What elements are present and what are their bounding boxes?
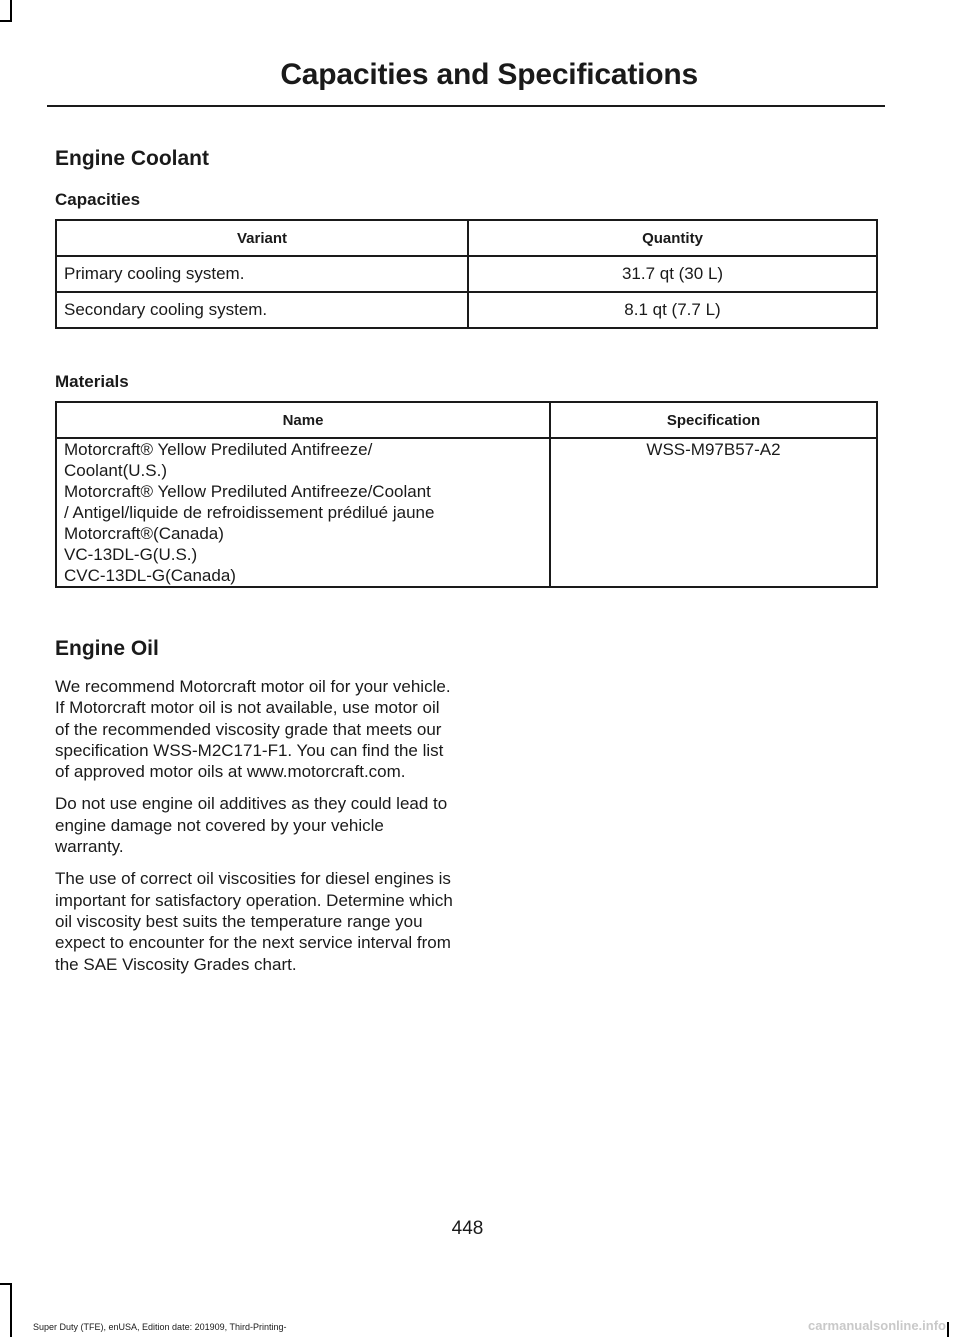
watermark: carmanualsonline.info (808, 1318, 946, 1333)
crop-mark-bottom-right-vertical (947, 1322, 949, 1337)
body-paragraph: The use of correct oil viscosities for diesel engines is important for satisfactory operation. Determine which oil viscosity best suits the temperature range you expect to encounter for the next service interval from the SAE Viscosity Grades chart. (55, 869, 453, 974)
crop-mark-bottom-left-horizontal (0, 1283, 12, 1285)
variant-cell: Secondary cooling system. (56, 292, 468, 328)
column-header-specification: Specification (550, 402, 877, 438)
materials-table (55, 401, 878, 588)
material-name-line: Coolant(U.S.) (64, 461, 167, 480)
table-header-row (56, 220, 877, 256)
column-header-variant: Variant (56, 220, 468, 256)
body-paragraph: We recommend Motorcraft motor oil for your vehicle. If Motorcraft motor oil is not available, use motor oil of the recommended viscosity grade that meets our specification WSS-M2C171-F1. You can find the list of approved motor oils at www.motorcraft.com. (55, 677, 451, 782)
material-name-line: Motorcraft®(Canada) (64, 524, 224, 543)
table-header-row (56, 402, 877, 438)
capacities-subheading: Capacities (55, 190, 141, 209)
page-number: 448 (451, 1218, 484, 1239)
material-name-line: Motorcraft® Yellow Prediluted Antifreeze/Coolant (64, 482, 431, 501)
column-header-name: Name (56, 402, 550, 438)
material-name-line: VC-13DL-G(U.S.) (64, 545, 198, 564)
engine-coolant-heading: Engine Coolant (55, 147, 209, 170)
engine-oil-heading: Engine Oil (55, 637, 159, 660)
page-title: Capacities and Specifications (280, 58, 698, 91)
materials-subheading: Materials (55, 372, 129, 391)
crop-mark-top-left-vertical (10, 0, 12, 22)
crop-mark-bottom-left-vertical (10, 1283, 12, 1337)
table-row (56, 256, 877, 292)
quantity-cell: 8.1 qt (7.7 L) (468, 292, 877, 328)
title-divider (47, 105, 885, 107)
material-name-line: Motorcraft® Yellow Prediluted Antifreeze/ (64, 440, 373, 459)
material-name-line: / Antigel/liquide de refroidissement prédilué jaune (64, 503, 435, 522)
quantity-cell: 31.7 qt (30 L) (468, 256, 877, 292)
body-paragraph: Do not use engine oil additives as they could lead to engine damage not covered by your vehicle warranty. (55, 794, 448, 857)
table-row (56, 292, 877, 328)
specification-cell: WSS-M97B57-A2 (550, 438, 877, 587)
edition-footer: Super Duty (TFE), enUSA, Edition date: 201909, Third-Printing- (33, 1322, 287, 1332)
table-row (56, 438, 877, 587)
variant-cell: Primary cooling system. (56, 256, 468, 292)
crop-mark-top-left-horizontal (0, 20, 12, 22)
engine-oil-body (55, 676, 455, 986)
capacities-table (55, 219, 878, 329)
column-header-quantity: Quantity (468, 220, 877, 256)
material-name-cell (56, 438, 550, 587)
material-name-line: CVC-13DL-G(Canada) (64, 566, 236, 585)
